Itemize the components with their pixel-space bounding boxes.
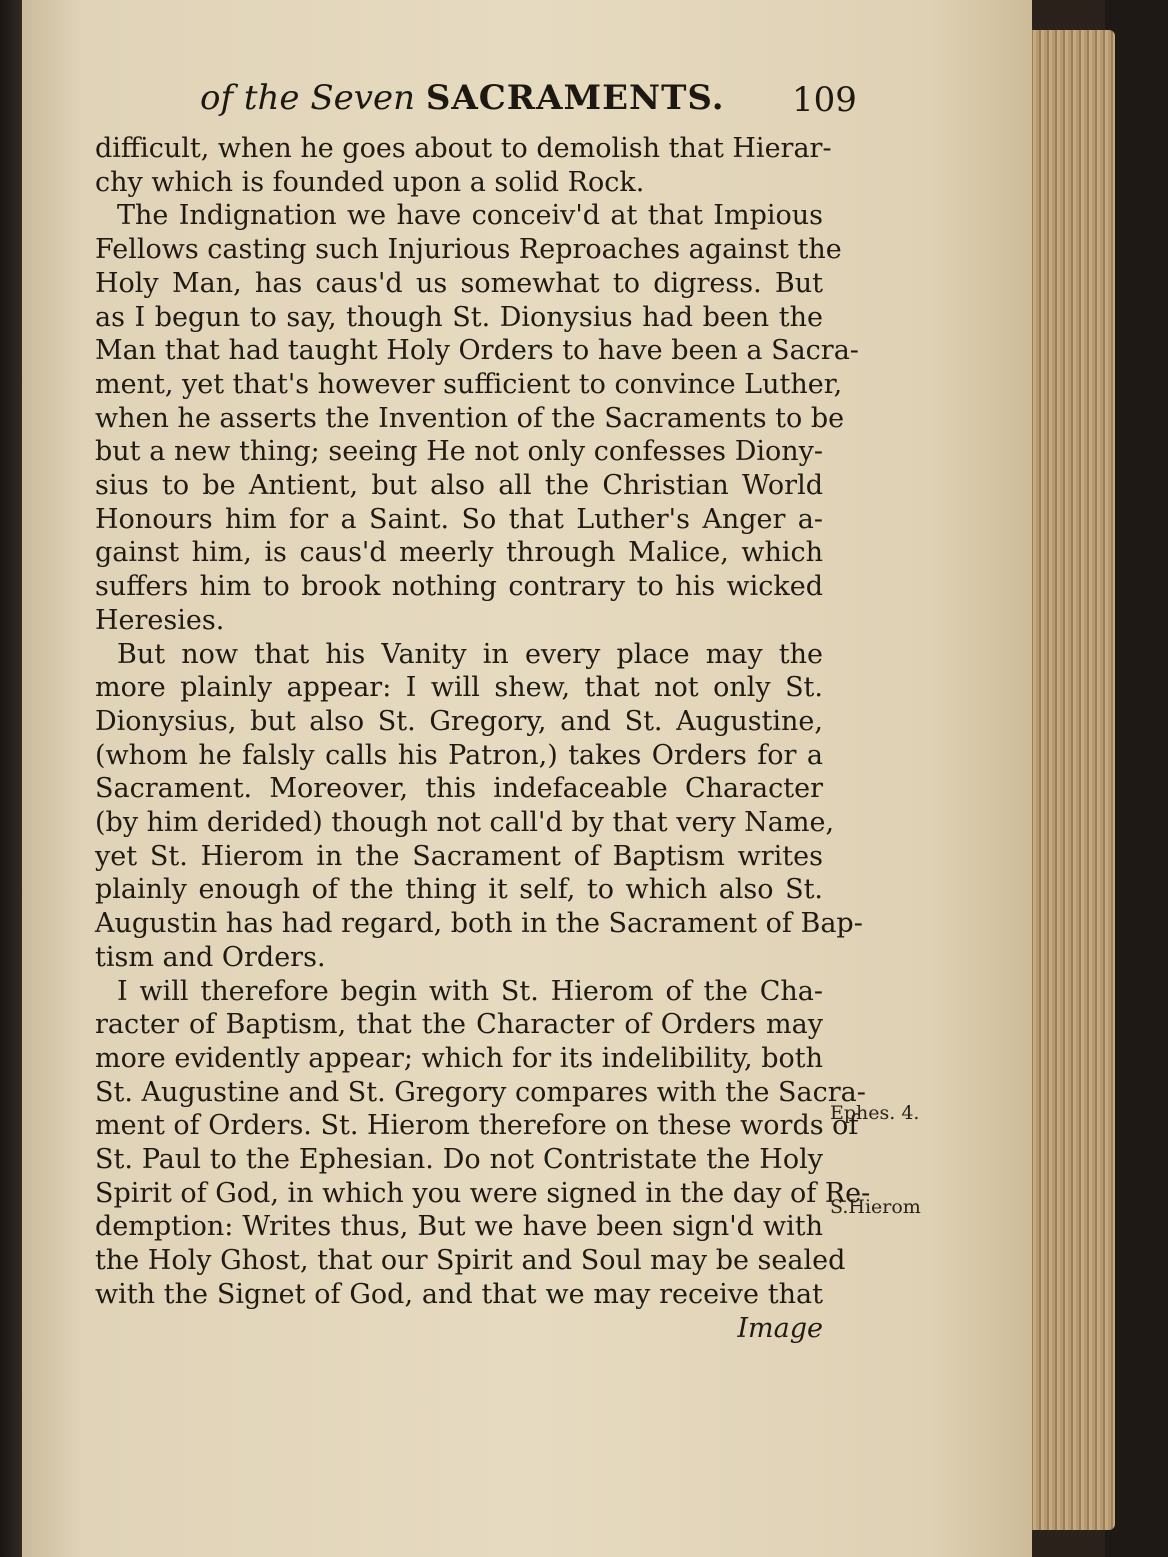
header-prefix: of the Seven: [200, 78, 415, 118]
text-line: sius to be Antient, but also all the Christian World: [95, 470, 823, 501]
page-edges: [1020, 30, 1115, 1530]
margin-note: S.Hierom: [830, 1196, 921, 1218]
text-line: I will therefore begin with St. Hierom of the Cha-: [117, 975, 823, 1007]
running-header: [200, 78, 725, 118]
text-line: more plainly appear: I will shew, that not only St.: [95, 672, 823, 704]
text-line: plainly enough of the thing it self, to which also St.: [95, 874, 823, 906]
text-line: Augustin has had regard, both in the Sacrament of Bap-: [95, 908, 863, 940]
text-line: with the Signet of God, and that we may receive that: [95, 1278, 823, 1310]
text-line: when he asserts the Invention of the Sacraments to be: [95, 402, 845, 434]
text-line: difficult, when he goes about to demolish that Hierar-: [95, 133, 832, 164]
text-line: tism and Orders.: [95, 941, 326, 973]
text-line: Heresies.: [95, 604, 225, 636]
text-line: Image: [737, 1312, 823, 1344]
text-line: racter of Baptism, that the Character of Orders may: [95, 1009, 823, 1041]
text-line: suffers him to brook nothing contrary to his wicked: [95, 571, 823, 603]
text-line: yet St. Hierom in the Sacrament of Baptism writes: [95, 840, 823, 872]
text-line: but a new thing; seeing He not only confesses Diony-: [95, 436, 823, 468]
text-line: the Holy Ghost, that our Spirit and Soul may be sealed: [95, 1245, 846, 1277]
text-line: (whom he falsly calls his Patron,) takes Orders for a: [95, 739, 823, 771]
text-line: Dionysius, but also St. Gregory, and St. Augustine,: [95, 705, 823, 737]
text-line: Spirit of God, in which you were signed in the day of Re-: [95, 1177, 871, 1209]
text-line: as I begun to say, though St. Dionysius had been the: [95, 301, 823, 333]
text-line: St. Augustine and St. Gregory compares with the Sacra-: [95, 1076, 866, 1108]
text-line: Fellows casting such Injurious Reproaches against the: [95, 234, 842, 266]
text-line: The Indignation we have conceiv'd at that Impious: [117, 200, 823, 232]
text-line: St. Paul to the Ephesian. Do not Contristate the Holy: [95, 1144, 823, 1175]
text-line: chy which is founded upon a solid Rock.: [95, 166, 645, 198]
text-line: demption: Writes thus, But we have been sign'd with: [95, 1211, 823, 1243]
text-line: Honours him for a Saint. So that Luther's Anger a-: [95, 503, 823, 535]
text-line: Holy Man, has caus'd us somewhat to digress. But: [95, 267, 823, 299]
text-line: ment, yet that's however sufficient to convince Luther,: [95, 368, 843, 400]
page-number: 109: [792, 80, 857, 120]
text-line: gainst him, is caus'd meerly through Malice, which: [95, 537, 823, 569]
header-caps: SACRAMENTS.: [425, 78, 725, 118]
text-line: ment of Orders. St. Hierom therefore on these words of: [95, 1110, 859, 1142]
text-line: Sacrament. Moreover, this indefaceable Character: [95, 773, 823, 805]
text-line: Man that had taught Holy Orders to have been a Sacra-: [95, 335, 859, 367]
text-line: (by him derided) though not call'd by that very Name,: [95, 807, 835, 838]
margin-note: Ephes. 4.: [830, 1102, 920, 1124]
text-line: But now that his Vanity in every place may the: [117, 638, 823, 670]
text-line: more evidently appear; which for its indelibility, both: [95, 1042, 823, 1074]
